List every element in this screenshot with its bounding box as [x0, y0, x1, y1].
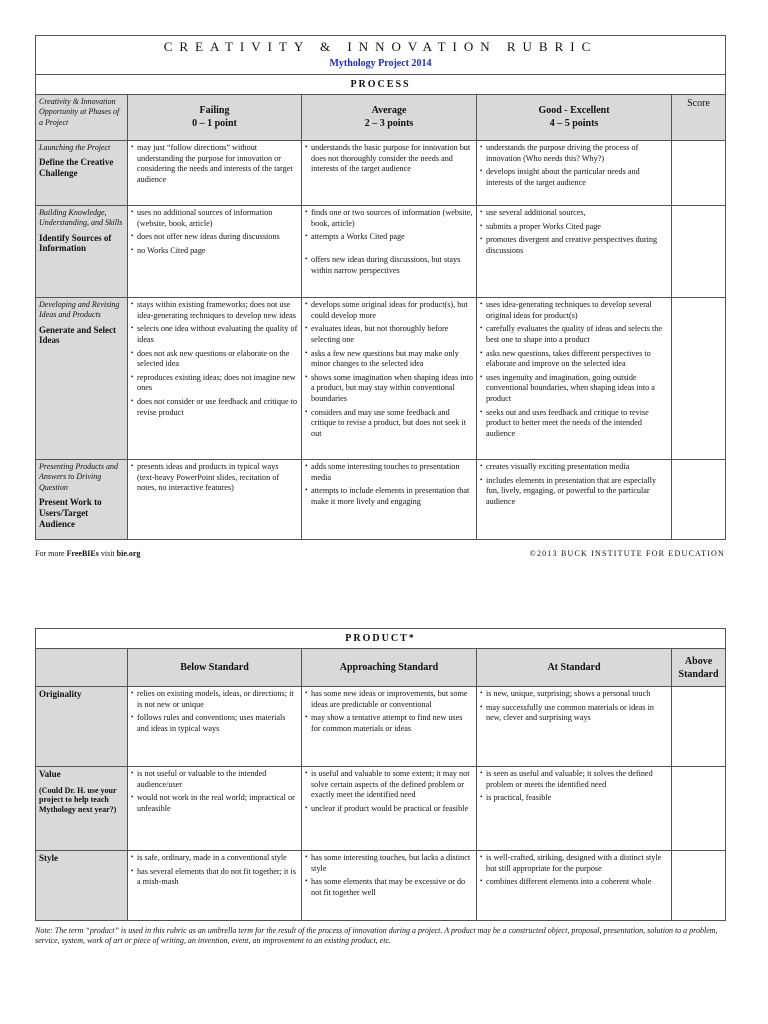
- good-cell: [477, 205, 672, 297]
- footer-prefix: For more: [35, 549, 67, 558]
- process-section-label: PROCESS: [36, 74, 726, 94]
- approaching-cell: [302, 767, 477, 851]
- average-cell: [302, 297, 477, 459]
- list-item: • promotes divergent and creative perspectives during discussions: [486, 235, 668, 256]
- list-item: • uses ingenuity and imagination, going outside conventional boundaries, when shaping ideas into a product: [486, 373, 668, 405]
- list-item: • is safe, ordinary, made in a conventional style: [137, 853, 298, 864]
- list-item: • adds some interesting touches to presentation media: [311, 462, 473, 483]
- list-item: • may show a tentative attempt to find new uses for common materials or ideas: [311, 713, 473, 734]
- list-item: • is not useful or valuable to the intended audience/user: [137, 769, 298, 790]
- list-item: • combines different elements into a coherent whole: [486, 877, 668, 888]
- at-cell: [477, 687, 672, 767]
- list-item: • does not ask new questions or elaborate on the selected idea: [137, 349, 298, 370]
- above-cell[interactable]: [672, 851, 726, 921]
- page-subtitle: Mythology Project 2014: [329, 57, 432, 69]
- list-item: • understands the purpose driving the process of innovation (Who needs this? Why?): [486, 143, 668, 164]
- score-cell[interactable]: [672, 140, 726, 205]
- list-item: • has several elements that do not fit together; it is a mish-mash: [137, 867, 298, 888]
- row-phase-cell: [36, 140, 128, 205]
- average-cell: [302, 205, 477, 297]
- score-cell[interactable]: [672, 459, 726, 539]
- col-below-standard: Below Standard: [128, 649, 302, 687]
- score-cell[interactable]: [672, 205, 726, 297]
- col-score: Score: [672, 94, 726, 140]
- approaching-cell: [302, 851, 477, 921]
- list-item: • may just “follow directions” without understanding the purpose for innovation or considering the needs and interests of the target audience: [137, 143, 298, 186]
- col-failing-points: 0 – 1 point: [192, 118, 237, 130]
- list-item: • follows rules and conventions; uses materials and ideas in typical ways: [137, 713, 298, 734]
- list-item: • has some new ideas or improvements, but some ideas are predictable or conventional: [311, 689, 473, 710]
- product-criterion-cell: [36, 687, 128, 767]
- list-item: • seeks out and uses feedback and critique to revise product to better meet the needs of the intended audience: [486, 408, 668, 440]
- process-corner-label: Creativity & Innovation Opportunity at Phases of a Project: [36, 94, 128, 140]
- col-good-label: Good - Excellent: [538, 105, 610, 117]
- col-average-label: Average: [371, 105, 407, 117]
- list-item: • stays within existing frameworks; does not use idea-generating techniques to develop new ideas: [137, 300, 298, 321]
- list-item: • is well-crafted, striking, designed with a distinct style but still appropriate for the purpose: [486, 853, 668, 874]
- at-cell: [477, 767, 672, 851]
- below-cell: [128, 851, 302, 921]
- product-rubric-table: [35, 628, 726, 921]
- list-item: • shows some imagination when shaping ideas into a product, but may stay within conventional boundaries: [311, 373, 473, 405]
- list-item: • would not work in the real world; impractical or unfeasible: [137, 793, 298, 814]
- row-phase-cell: [36, 297, 128, 459]
- list-item: • relies on existing models, ideas, or directions; it is not new or unique: [137, 689, 298, 710]
- list-item: • presents ideas and products in typical ways (text-heavy PowerPoint slides, recitation of notes, no interactive features): [137, 462, 298, 494]
- row-phase-cell: [36, 459, 128, 539]
- list-item: • is useful and valuable to some extent; it may not solve certain aspects of the defined problem or exactly meet the identified need: [311, 769, 473, 801]
- list-item: • offers new ideas during discussions, but stays within narrow perspectives: [311, 255, 473, 276]
- list-item: • is seen as useful and valuable; it solves the defined problem or meets the identified need: [486, 769, 668, 790]
- phase-label: Presenting Products and Answers to Driving Question: [39, 461, 118, 492]
- average-cell: [302, 140, 477, 205]
- product-criterion-cell: [36, 767, 128, 851]
- list-item: • submits a proper Works Cited page: [486, 222, 668, 233]
- product-note: Note: The term “product” is used in this rubric as an umbrella term for the result of the process of innovation during a project. A product may be a constructed object, proposal, presentation, solution to a problem, service, system, work of art or piece of writing, an invention, event, an improvement to an existing product, etc.: [35, 926, 718, 946]
- col-failing: [128, 94, 302, 140]
- list-item: • includes elements in presentation that are especially fun, lively, engaging, or powerful to the particular audience: [486, 476, 668, 508]
- phase-label: Launching the Project: [39, 142, 111, 152]
- criterion-label: Originality: [39, 689, 82, 699]
- list-item: • selects one idea without evaluating the quality of ideas: [137, 324, 298, 345]
- list-item: • asks a few new questions but may make only minor changes to the selected idea: [311, 349, 473, 370]
- product-section-label: PRODUCT*: [36, 629, 726, 649]
- list-item: • has some interesting touches, but lacks a distinct style: [311, 853, 473, 874]
- page-title: CREATIVITY & INNOVATION RUBRIC: [163, 39, 598, 54]
- criterion-label: Identify Sources of Information: [39, 232, 112, 254]
- row-phase-cell: [36, 205, 128, 297]
- list-item: • uses no additional sources of information (website, book, article): [137, 208, 298, 229]
- failing-cell: [128, 297, 302, 459]
- title-block: [36, 36, 726, 75]
- freebies-footer: [35, 549, 140, 558]
- good-cell: [477, 297, 672, 459]
- criterion-sub: (Could Dr. H. use your project to help teach Mythology next year?): [39, 785, 117, 814]
- score-cell[interactable]: [672, 297, 726, 459]
- below-cell: [128, 767, 302, 851]
- list-item: • creates visually exciting presentation media: [486, 462, 668, 473]
- list-item: • develops insight about the particular needs and interests of the target audience: [486, 167, 668, 188]
- list-item: • no Works Cited page: [137, 246, 298, 257]
- col-approaching-standard: Approaching Standard: [302, 649, 477, 687]
- below-cell: [128, 687, 302, 767]
- list-item: • considers and may use some feedback and critique to revise a product, but does not seek it out: [311, 408, 473, 440]
- list-item: • use several additional sources,: [486, 208, 668, 219]
- col-average-points: 2 – 3 points: [364, 118, 414, 130]
- product-criterion-cell: [36, 851, 128, 921]
- criterion-label: Define the Creative Challenge: [39, 157, 114, 179]
- phase-label: Developing and Revising Ideas and Products: [39, 299, 120, 320]
- list-item: • finds one or two sources of information (website, book, article): [311, 208, 473, 229]
- col-good: [477, 94, 672, 140]
- list-item: • unclear if product would be practical or feasible: [311, 804, 473, 815]
- above-cell[interactable]: [672, 767, 726, 851]
- above-cell[interactable]: [672, 687, 726, 767]
- col-average: [302, 94, 477, 140]
- criterion-label: Present Work to Users/Target Audience: [39, 497, 102, 529]
- col-at-standard: At Standard: [477, 649, 672, 687]
- col-failing-label: Failing: [199, 105, 230, 117]
- copyright-footer: ©2013 BUCK INSTITUTE FOR EDUCATION: [529, 549, 725, 558]
- list-item: • may successfully use common materials or ideas in new, clever and surprising ways: [486, 703, 668, 724]
- list-item: • reproduces existing ideas; does not imagine new ones: [137, 373, 298, 394]
- footer-link[interactable]: bie.org: [116, 549, 141, 558]
- at-cell: [477, 851, 672, 921]
- list-item: • develops some original ideas for product(s), but could develop more: [311, 300, 473, 321]
- phase-label: Building Knowledge, Understanding, and Skills: [39, 207, 123, 228]
- failing-cell: [128, 140, 302, 205]
- good-cell: [477, 459, 672, 539]
- col-above-standard: Above Standard: [672, 649, 726, 687]
- average-cell: [302, 459, 477, 539]
- list-item: • is new, unique, surprising; shows a personal touch: [486, 689, 668, 700]
- product-corner-cell: [36, 649, 128, 687]
- list-item: • uses idea-generating techniques to develop several original ideas for product(s): [486, 300, 668, 321]
- list-item: • attempts a Works Cited page: [311, 232, 473, 243]
- criterion-label: Generate and Select Ideas: [39, 324, 116, 346]
- list-item: • has some elements that may be excessive or do not fit together well: [311, 877, 473, 898]
- list-item: • understands the basic purpose for innovation but does not thoroughly consider the needs and interests of the target audience: [311, 143, 473, 175]
- col-good-points: 4 – 5 points: [549, 118, 599, 130]
- footer-freebies: FreeBIEs: [66, 549, 99, 558]
- failing-cell: [128, 459, 302, 539]
- list-item: • evaluates ideas, but not thoroughly before selecting one: [311, 324, 473, 345]
- failing-cell: [128, 205, 302, 297]
- list-item: • does not offer new ideas during discussions: [137, 232, 298, 243]
- list-item: • asks new questions, takes different perspectives to elaborate and improve on the selected idea: [486, 349, 668, 370]
- good-cell: [477, 140, 672, 205]
- list-item: • attempts to include elements in presentation that make it more lively and engaging: [311, 486, 473, 507]
- process-rubric-table: [35, 35, 726, 540]
- criterion-label: Value: [39, 769, 61, 779]
- approaching-cell: [302, 687, 477, 767]
- list-item: • carefully evaluates the quality of ideas and selects the best one to shape into a product: [486, 324, 668, 345]
- list-item: • is practical, feasible: [486, 793, 668, 804]
- criterion-label: Style: [39, 853, 58, 863]
- footer-visit: visit: [98, 549, 117, 558]
- list-item: • does not consider or use feedback and critique to revise product: [137, 397, 298, 418]
